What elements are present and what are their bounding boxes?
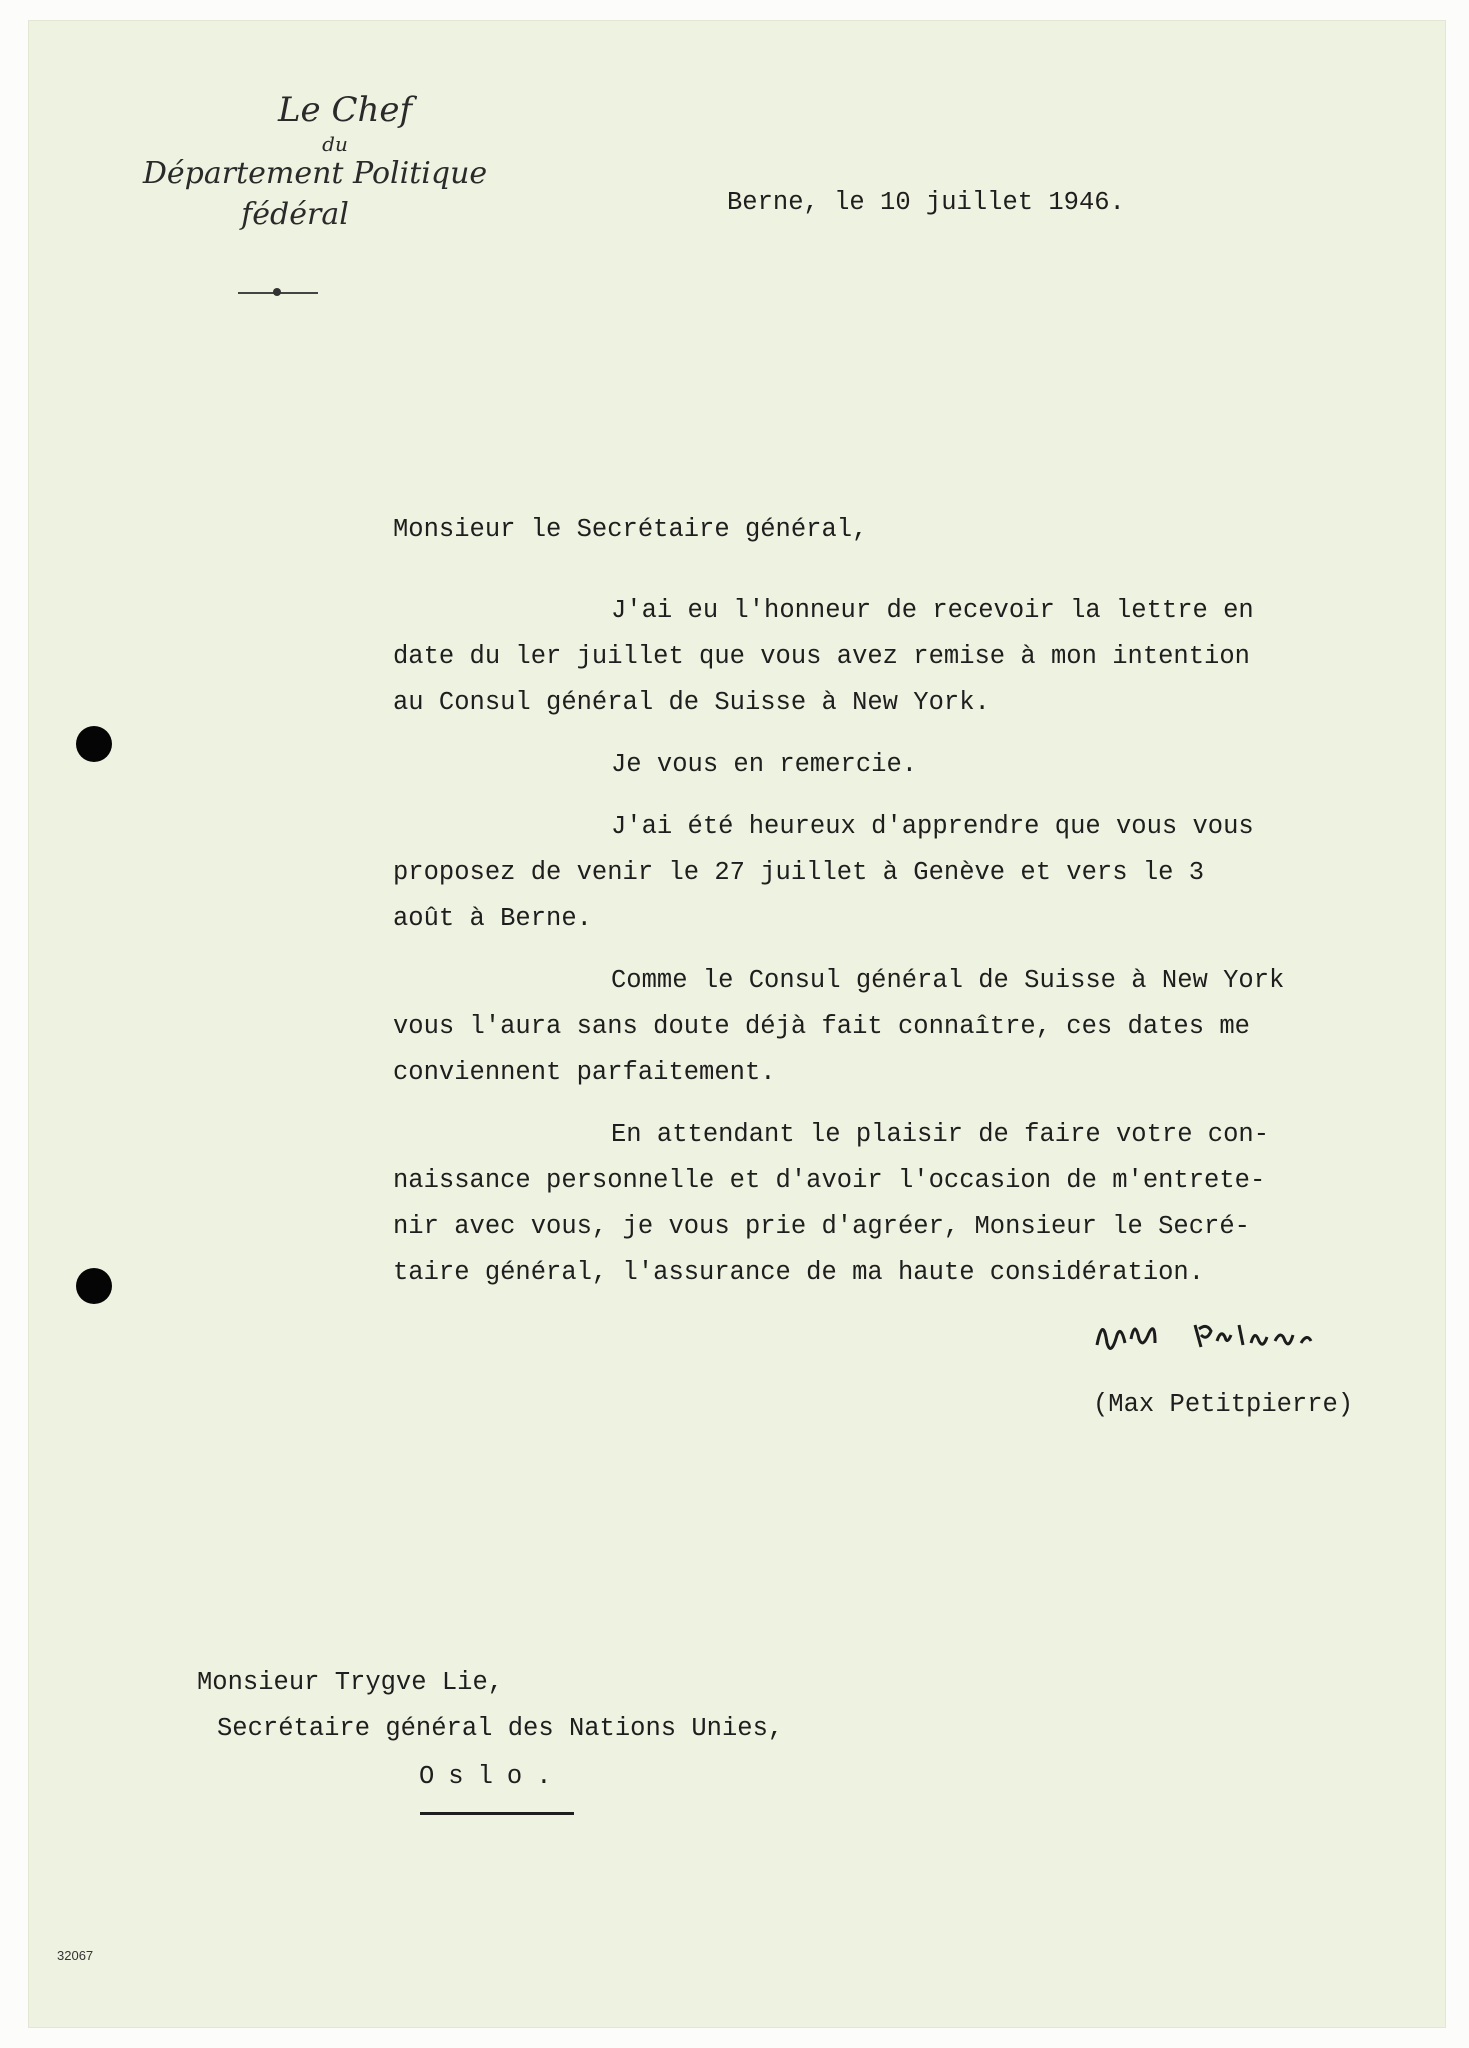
letterhead-du: du bbox=[322, 132, 348, 156]
paragraph-line: J'ai eu l'honneur de recevoir la lettre en bbox=[611, 596, 1254, 625]
paragraph bbox=[393, 1112, 1413, 1296]
salutation: Monsieur le Secrétaire général, bbox=[393, 515, 868, 544]
letterhead-title: Le Chef bbox=[277, 90, 413, 130]
paragraph bbox=[393, 958, 1413, 1096]
paragraph-line: août à Berne. bbox=[393, 904, 592, 933]
paragraph-line: vous l'aura sans doute déjà fait connaître, ces dates me bbox=[393, 1012, 1250, 1041]
paragraph-line: J'ai été heureux d'apprendre que vous vous bbox=[611, 812, 1254, 841]
typed-signature-name: (Max Petitpierre) bbox=[1093, 1390, 1354, 1419]
paragraph-line: Je vous en remercie. bbox=[611, 750, 918, 779]
paragraph-line: naissance personnelle et d'avoir l'occasion de m'entrete- bbox=[393, 1166, 1266, 1195]
paragraph-line: taire général, l'assurance de ma haute considération. bbox=[393, 1258, 1205, 1287]
letter-body bbox=[393, 588, 1413, 1312]
punch-hole bbox=[76, 726, 112, 762]
letterhead-department: Département Politique bbox=[142, 156, 488, 191]
letterhead-federal: fédéral bbox=[241, 197, 349, 232]
paragraph-line: date du ler juillet que vous avez remise à mon intention bbox=[393, 642, 1250, 671]
address-line-city: Oslo. bbox=[419, 1762, 566, 1791]
paragraph bbox=[393, 742, 1413, 788]
handwritten-signature bbox=[1095, 1305, 1365, 1365]
recipient-address bbox=[197, 1660, 783, 1800]
letter-date: Berne, le 10 juillet 1946. bbox=[727, 188, 1125, 217]
punch-hole bbox=[76, 1268, 112, 1304]
paragraph bbox=[393, 804, 1413, 942]
archive-number: 32067 bbox=[57, 1948, 94, 1963]
paragraph-line: Comme le Consul général de Suisse à New York bbox=[611, 966, 1285, 995]
letterhead bbox=[110, 90, 520, 232]
city-underline bbox=[420, 1812, 574, 1815]
letterhead-dot bbox=[273, 288, 281, 296]
paragraph-line: En attendant le plaisir de faire votre con- bbox=[611, 1120, 1270, 1149]
address-line-title: Secrétaire général des Nations Unies, bbox=[217, 1714, 784, 1743]
paragraph-line: proposez de venir le 27 juillet à Genève et vers le 3 bbox=[393, 858, 1205, 887]
paragraph-line: conviennent parfaitement. bbox=[393, 1058, 776, 1087]
paragraph-line: nir avec vous, je vous prie d'agréer, Monsieur le Secré- bbox=[393, 1212, 1250, 1241]
address-line-name: Monsieur Trygve Lie, bbox=[197, 1668, 504, 1697]
paragraph bbox=[393, 588, 1413, 726]
paragraph-line: au Consul général de Suisse à New York. bbox=[393, 688, 990, 717]
